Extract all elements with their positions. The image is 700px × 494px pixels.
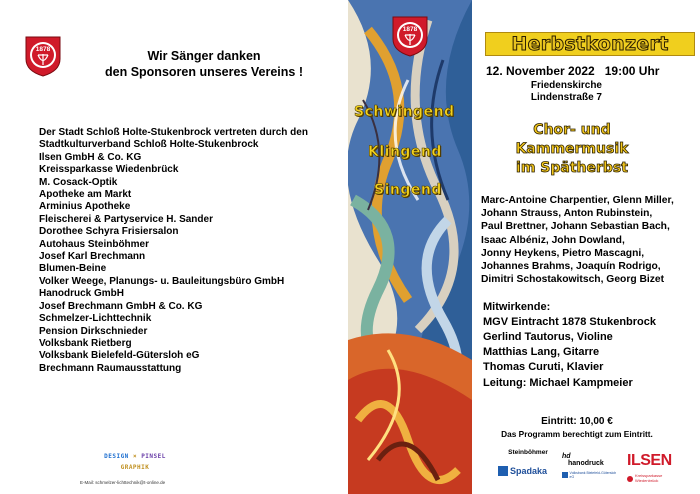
slogan-word-3: Singend	[374, 182, 442, 198]
concert-title: Herbstkonzert	[485, 32, 695, 56]
designer-email: E-Mail: schmelzer-lichttechnik@t-online.de	[80, 480, 166, 485]
spadaka-label: Spadaka	[510, 466, 548, 476]
club-emblem-left	[24, 35, 62, 77]
list-item: Paul Brettner, Johann Sebastian Bach,	[481, 221, 670, 233]
sponsor-panel	[0, 0, 348, 494]
subtitle-line-1: Chor- und Kammermusik	[515, 122, 629, 157]
admission-note: Das Programm berechtigt zum Eintritt.	[501, 429, 653, 439]
performers-heading: Mitwirkende:	[483, 301, 551, 313]
thanks-line-2: den Sponsoren unseres Vereins !	[105, 65, 303, 79]
list-item: Volksbank Bielefeld-Gütersloh eG	[39, 350, 200, 362]
venue-name: Friedenskirche	[530, 80, 602, 91]
list-item: Gerlind Tautorus, Violine	[483, 331, 613, 343]
thanks-line-1: Wir Sänger danken	[147, 49, 261, 63]
hanodruck-label: hanodruck	[568, 460, 604, 467]
composer-list	[481, 194, 674, 286]
list-item: MGV Eintracht 1878 Stukenbrock	[483, 316, 656, 328]
list-item: Dorothee Schyra Frisiersalon	[39, 226, 179, 238]
list-item: Schmelzer-Lichttechnik	[39, 313, 152, 325]
list-item: Blumen-Beine	[39, 263, 107, 275]
conductor: Leitung: Michael Kampmeier	[483, 377, 633, 389]
thanks-heading	[74, 48, 334, 80]
ilsen-ksk-logo	[627, 452, 677, 490]
hd-label: hd	[562, 453, 571, 460]
list-item: Brechmann Raumausstattung	[39, 362, 182, 374]
performer-list	[483, 300, 656, 375]
emblem-year: 1878	[402, 26, 418, 33]
list-item: Jonny Heykens, Pietro Mascagni,	[481, 247, 645, 259]
list-item: Marc-Antoine Charpentier, Glenn Miller,	[481, 195, 674, 206]
venue-address: Lindenstraße 7	[530, 92, 602, 103]
steinboehmer-spadaka-logo	[498, 449, 558, 489]
volksbank-label: Volksbank Bielefeld-Gütersloh eG	[569, 471, 617, 479]
designer-word-2: PINSEL	[141, 453, 166, 460]
list-item: Stadtkulturverband Schloß Holte-Stukenbrock	[39, 139, 259, 151]
designer-logo	[90, 453, 180, 471]
list-item: Johannes Brahms, Joaquín Rodrigo,	[481, 261, 661, 273]
list-item: Dimitri Schostakowitsch, Georg Bizet	[481, 274, 665, 286]
list-item: Arminius Apotheke	[39, 201, 131, 213]
marbled-artwork	[348, 0, 472, 494]
list-item: Matthias Lang, Gitarre	[483, 346, 600, 358]
list-item: Josef Karl Brechmann	[39, 251, 146, 263]
list-item: Isaac Albéniz, John Dowland,	[481, 234, 625, 246]
list-item: Hanodruck GmbH	[39, 288, 125, 300]
ksk-label: Kreissparkasse Wiedenbrück	[635, 473, 663, 483]
spadaka-icon	[498, 466, 508, 476]
art-panel	[348, 0, 472, 494]
list-item: Volker Weege, Planungs- u. Bauleitungsbüro GmbH	[39, 275, 285, 287]
list-item: Der Stadt Schloß Holte-Stukenbrock vertreten durch den	[39, 127, 308, 138]
concert-venue	[472, 80, 602, 104]
list-item: Volksbank Rietberg	[39, 337, 132, 349]
volksbank-icon	[562, 472, 568, 478]
slogan-word-2: Klingend	[368, 144, 442, 160]
admission	[472, 415, 682, 441]
designer-word-3: GRAPHIK	[120, 464, 150, 471]
slogan-word-1: Schwingend	[354, 104, 455, 120]
hanodruck-volksbank-logo	[562, 453, 618, 483]
list-item: Johann Strauss, Anton Rubinstein,	[481, 208, 653, 220]
list-item: Apotheke am Markt	[39, 189, 132, 201]
sponsor-list	[39, 127, 308, 375]
admission-price: Eintritt: 10,00 €	[541, 416, 613, 427]
concert-date-time	[486, 64, 696, 78]
club-emblem-middle	[391, 15, 429, 57]
designer-word-1: DESIGN	[104, 453, 129, 460]
subtitle-line-2: im Spätherbst	[516, 160, 628, 176]
list-item: Josef Brechmann GmbH & Co. KG	[39, 300, 203, 312]
concert-time: 19:00 Uhr	[604, 64, 660, 78]
list-item: Autohaus Steinböhmer	[39, 238, 150, 250]
list-item: Fleischerei & Partyservice H. Sander	[39, 213, 213, 225]
ilsen-label: ILSEN	[627, 452, 672, 469]
concert-panel	[472, 0, 700, 494]
list-item: Ilsen GmbH & Co. KG	[39, 151, 142, 163]
list-item: Pension Dirkschnieder	[39, 325, 148, 337]
steinboehmer-label: Steinböhmer	[508, 449, 548, 456]
concert-date: 12. November 2022	[486, 64, 595, 78]
emblem-year: 1878	[35, 46, 51, 53]
concert-subtitle	[482, 121, 662, 178]
list-item: Thomas Curuti, Klavier	[483, 361, 604, 373]
list-item: M. Cosack-Optik	[39, 176, 118, 188]
designer-separator: ×	[132, 453, 138, 460]
list-item: Kreissparkasse Wiedenbrück	[39, 164, 179, 176]
ksk-icon	[627, 476, 633, 482]
